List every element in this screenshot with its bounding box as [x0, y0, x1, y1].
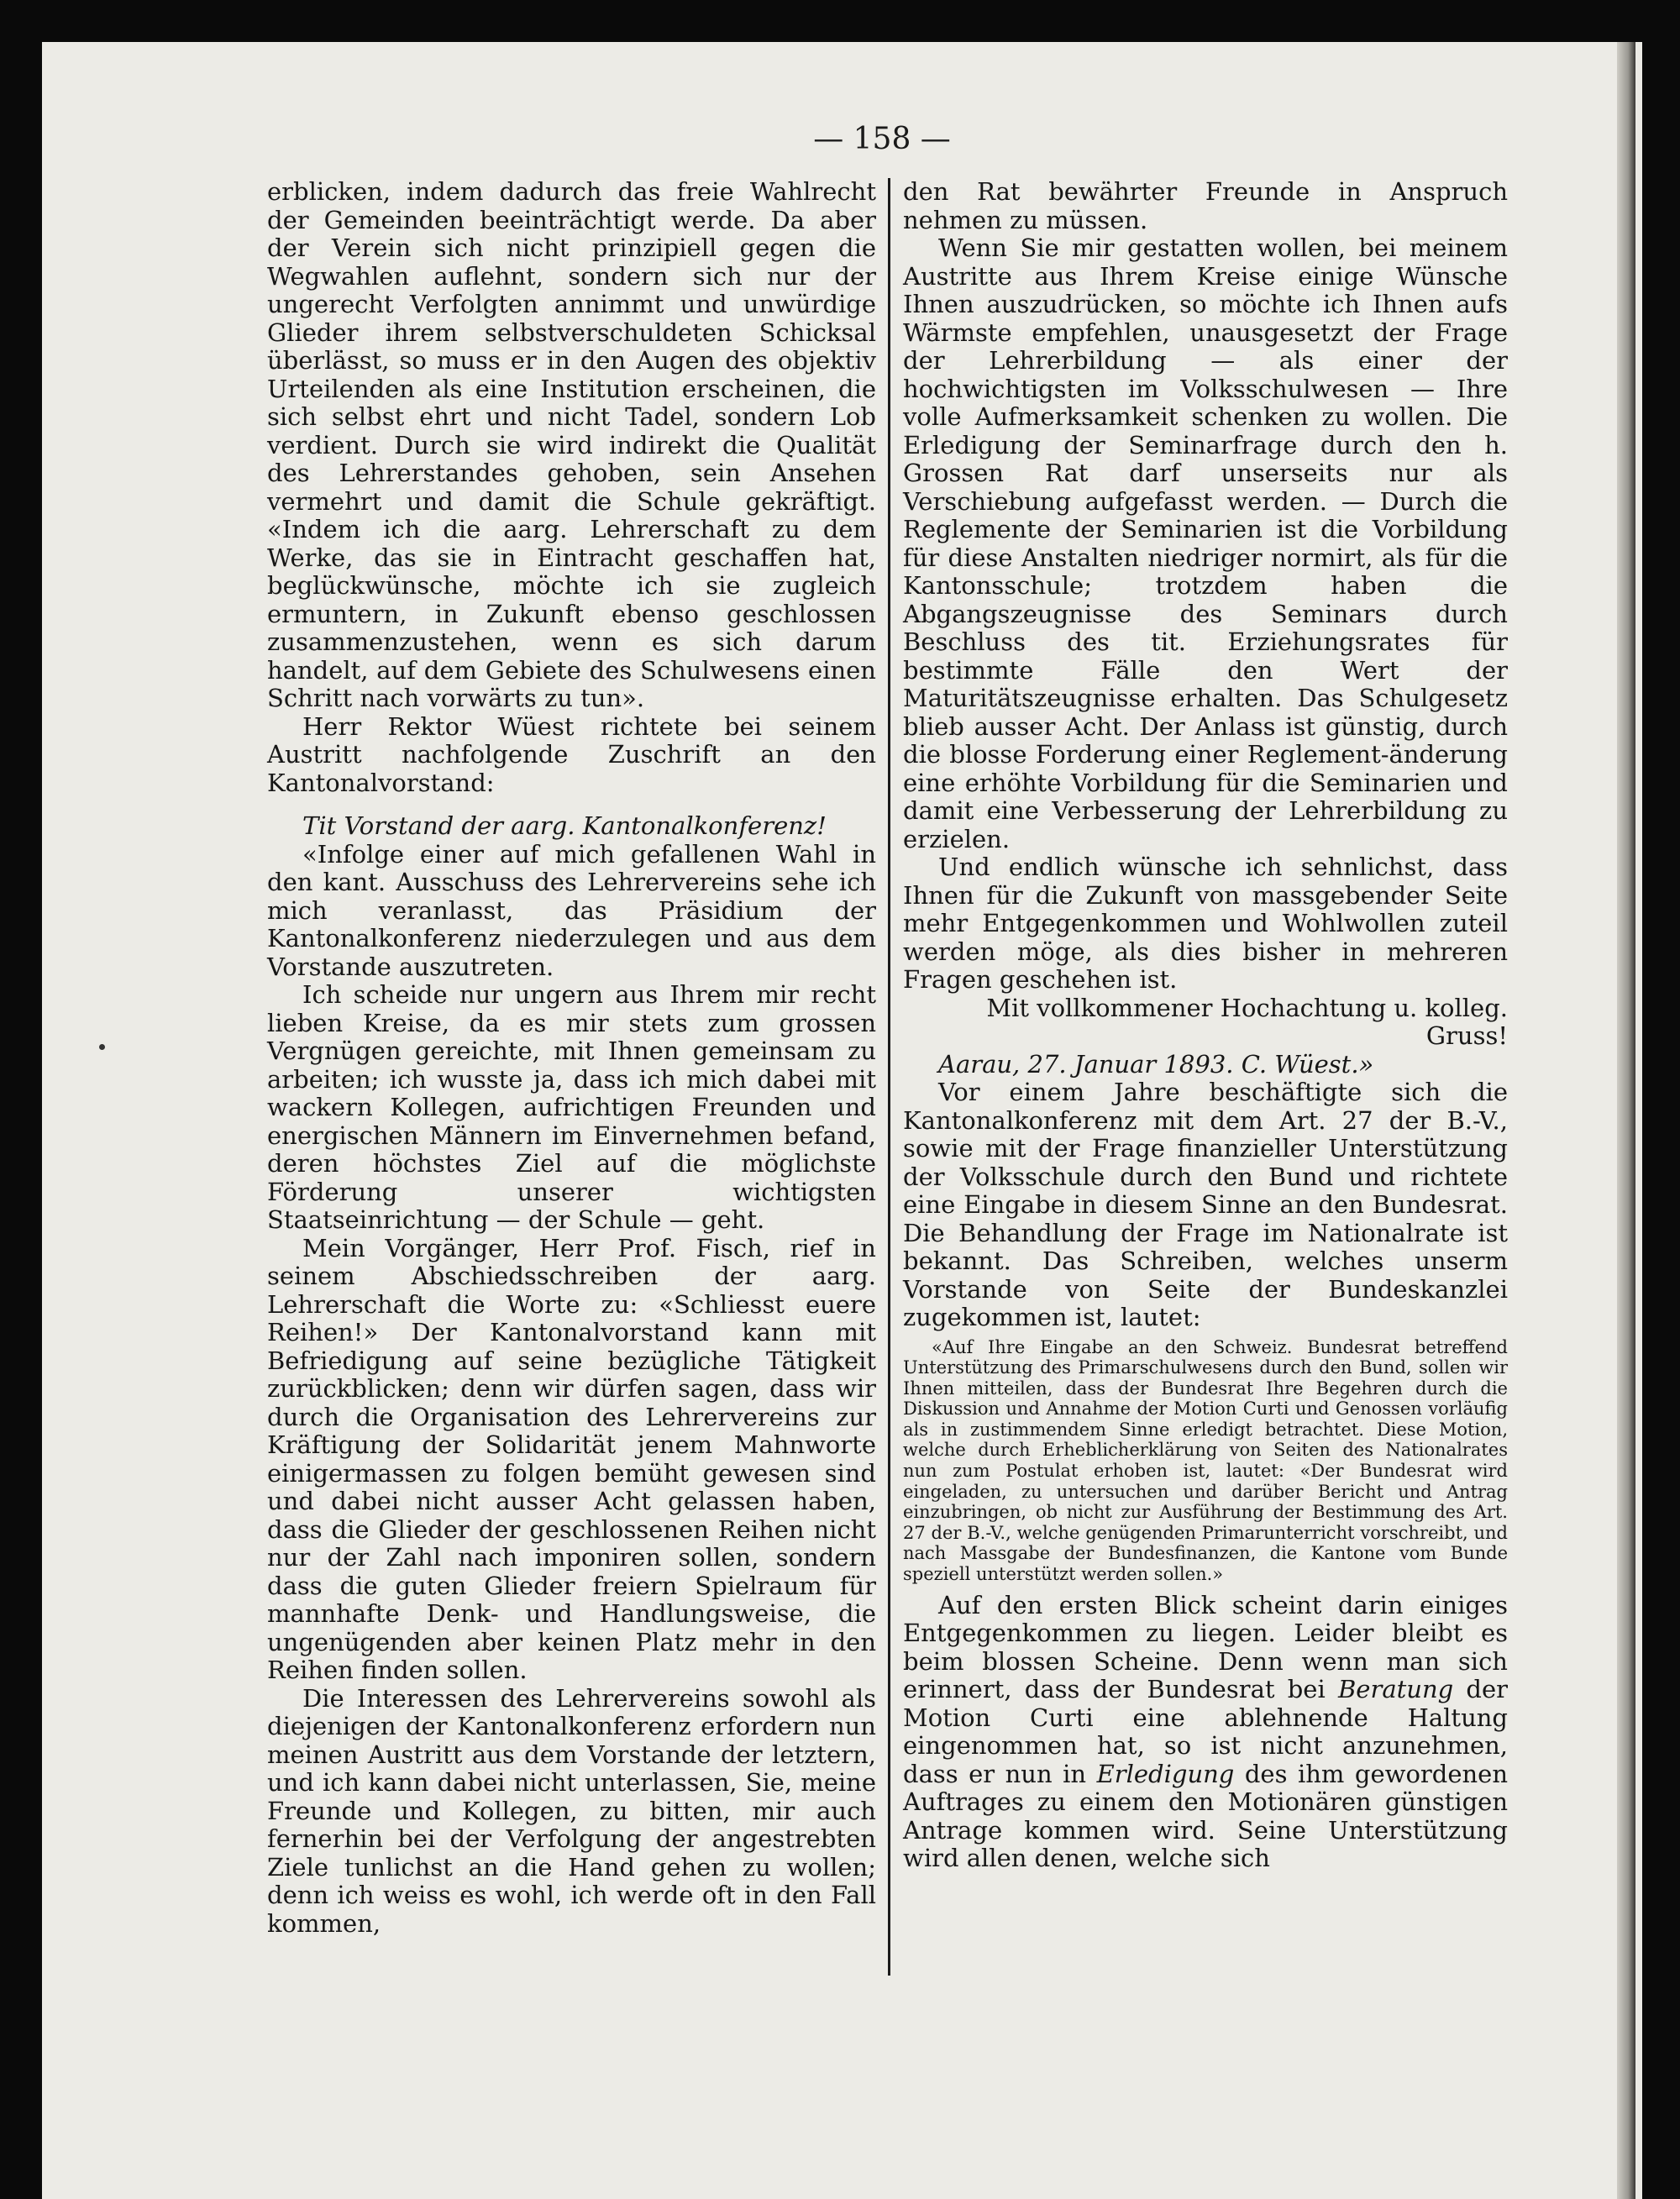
text-run: der Motion Curti eine ablehnende Haltung eingenommen hat, so ist nicht anzunehmen, dass er nun in — [903, 1675, 1509, 1788]
paragraph: erblicken, indem dadurch das freie Wahlrecht der Gemeinden beeinträchtigt werde. Da aber der Verein sich nicht prinzipiell gegen die Wegwahlen auflehnt, sondern sich nur der ungerecht Verfolgten annimmt und unwürdige Glieder ihrem selbstverschuldeten Schicksal überlässt, so muss er in den Augen des objektiv Urteilenden als eine Institution erscheinen, die sich selbst ehrt und nicht Tadel, sondern Lob verdient. Durch sie wird indirekt die Qualität des Lehrerstandes gehoben, sein Ansehen vermehrt und damit die Schule gekräftigt. «Indem ich die aarg. Lehrerschaft zu dem Werke, das sie in Eintracht geschaffen hat, beglückwünsche, möchte ich sie zugleich ermuntern, in Zukunft ebenso geschlossen zusammenzustehen, wenn es sich darum handelt, auf dem Gebiete des Schulwesens einen Schritt nach vorwärts zu tun». — [267, 177, 876, 712]
column-divider — [888, 178, 890, 1976]
paragraph: Die Interessen des Lehrervereins sowohl als diejenigen der Kantonalkonferenz erfordern nun meinen Austritt aus dem Vorstande der letztern, und ich kann dabei nicht unterlassen, Sie, meine Freunde und Kollegen, zu bitten, mir auch fernerhin bei der Verfolgung der angestrebten Ziele tunlichst an die Hand gehen zu wollen; denn ich weiss es wohl, ich werde oft in den Fall kommen, — [267, 1683, 876, 1938]
page-edge-shadow — [1617, 42, 1635, 2199]
emphasis: Erledigung — [1096, 1759, 1235, 1788]
paragraph: Mein Vorgänger, Herr Prof. Fisch, rief in seinem Abschiedsschreiben der aarg. Lehrerschaft die Worte zu: «Schliesst euere Reihen!» Der Kantonalvorstand kann mit Befriedigung auf seine bezügliche Tätigkeit zurückblicken; denn wir dürfen sagen, dass wir durch die Organisation des Lehrervereins zur Kräftigung der Solidarität jenem Mahnworte einigermassen zu folgen bemüht gewesen sind und dabei nicht ausser Acht gelassen haben, dass die Glieder der geschlossenen Reihen nicht nur der Zahl nach imponiren sollen, sondern dass die guten Glieder freiern Spielraum für mannhafte Denk- und Handlungsweise, die ungenügenden aber keinen Platz mehr in den Reihen finden sollen. — [267, 1233, 876, 1684]
left-column — [267, 178, 876, 1938]
paragraph: den Rat bewährter Freunde in Anspruch nehmen zu müssen. — [903, 177, 1508, 234]
letter-signature: Aarau, 27. Januar 1893. C. Wüest.» — [938, 1049, 1374, 1079]
emphasis: Beratung — [1337, 1675, 1454, 1704]
paragraph: Ich scheide nur ungern aus Ihrem mir recht lieben Kreise, da es mir stets zum grossen Vergnügen gereichte, mit Ihnen gemeinsam zu arbeiten; ich wusste ja, dass ich mich dabei mit wackern Kollegen, aufrichtigen Freunden und energischen Männern im Einvernehmen befand, deren höchstes Ziel auf die möglichste Förderung unserer wichtigsten Staatseinrichtung — der Schule — geht. — [267, 980, 876, 1234]
block-quote: «Auf Ihre Eingabe an den Schweiz. Bundesrat betreffend Unterstützung des Primarschulwesens durch den Bund, sollen wir Ihnen mitteilen, dass der Bundesrat Ihre Begehren durch die Diskussion und Annahme der Motion Curti und Genossen vorläufig als in zustimmendem Sinne erledigt betrachtet. Diese Motion, welche durch Erheblicherklärung von Seiten des Nationalrates nun zum Postulat erhoben ist, lautet: «Der Bundesrat wird eingeladen, zu untersuchen und darüber Bericht und Antrag einzubringen, ob nicht zur Ausführung der Bestimmung des Art. 27 der B.-V., welche genügenden Primarunterricht vorschreibt, und nach Massgabe der Bundesfinanzen, die Kantone vom Bunde speziell unterstützt werden sollen.» — [903, 1336, 1508, 1585]
letter-salutation: Tit Vorstand der aarg. Kantonalkonferenz! — [302, 811, 827, 840]
paragraph: Und endlich wünsche ich sehnlichst, dass Ihnen für die Zukunft von massgebender Seite mehr Entgegenkommen und Wohlwollen zuteil werden möge, als dies bisher in mehreren Fragen geschehen ist. — [903, 853, 1508, 994]
paragraph: Wenn Sie mir gestatten wollen, bei meinem Austritte aus Ihrem Kreise einige Wünsche Ihnen auszudrücken, so möchte ich Ihnen aufs Wärmste empfehlen, unausgesetzt der Frage der Lehrerbildung — als einer der hochwichtigsten im Volksschulwesen — Ihre volle Aufmerksamkeit schenken zu wollen. Die Erledigung der Seminarfrage durch den h. Grossen Rat darf unserseits nur als Verschiebung aufgefasst werden. — Durch die Reglemente der Seminarien ist die Vorbildung für diese Anstalten niedriger normirt, als für die Kantonsschule; trotzdem haben die Abgangszeugnisse des Seminars durch Beschluss des tit. Erziehungsrates für bestimmte Fälle den Wert der Maturitätszeugnisse erhalten. Das Schulgesetz blieb ausser Acht. Der Anlass ist günstig, durch die blosse Forderung einer Reglement-änderung eine erhöhte Vorbildung für die Seminarien und damit eine Verbesserung der Lehrerbildung zu erzielen. — [903, 234, 1508, 853]
page-number: — 158 — — [813, 122, 951, 156]
right-column — [903, 178, 1508, 1873]
paragraph: Vor einem Jahre beschäftigte sich die Kantonalkonferenz mit dem Art. 27 der B.-V., sowie mit der Frage finanzieller Unterstützung der Volksschule durch den Bund und richtete eine Eingabe in diesem Sinne an den Bundesrat. Die Behandlung der Frage im Nationalrate ist bekannt. Das Schreiben, welches unserm Vorstande von Seite der Bundeskanzlei zugekommen ist, lautet: — [903, 1078, 1508, 1331]
paragraph: «Infolge einer auf mich gefallenen Wahl in den kant. Ausschuss des Lehrervereins sehe ich mich veranlasst, das Präsidium der Kantonalkonferenz niederzulegen und aus dem Vorstande auszutreten. — [267, 839, 876, 981]
ink-speck — [99, 1044, 105, 1050]
text-run: Auf den ersten Blick scheint darin einiges Entgegenkommen zu liegen. Leider bleibt es beim blossen Scheine. Denn wenn man sich erinnert, dass der Bundesrat bei — [903, 1590, 1508, 1704]
paragraph: Herr Rektor Wüest richtete bei seinem Austritt nachfolgende Zuschrift an den Kantonalvorstand: — [267, 711, 876, 797]
letter-greeting: Mit vollkommener Hochachtung u. kolleg. Gruss! — [986, 993, 1508, 1050]
text-run: des ihm gewordenen Auftrages zu einem den Motionären günstigen Antrage kommen wird. Seine Unterstützung wird allen denen, welche sich — [903, 1759, 1509, 1873]
paragraph — [903, 1592, 1508, 1873]
